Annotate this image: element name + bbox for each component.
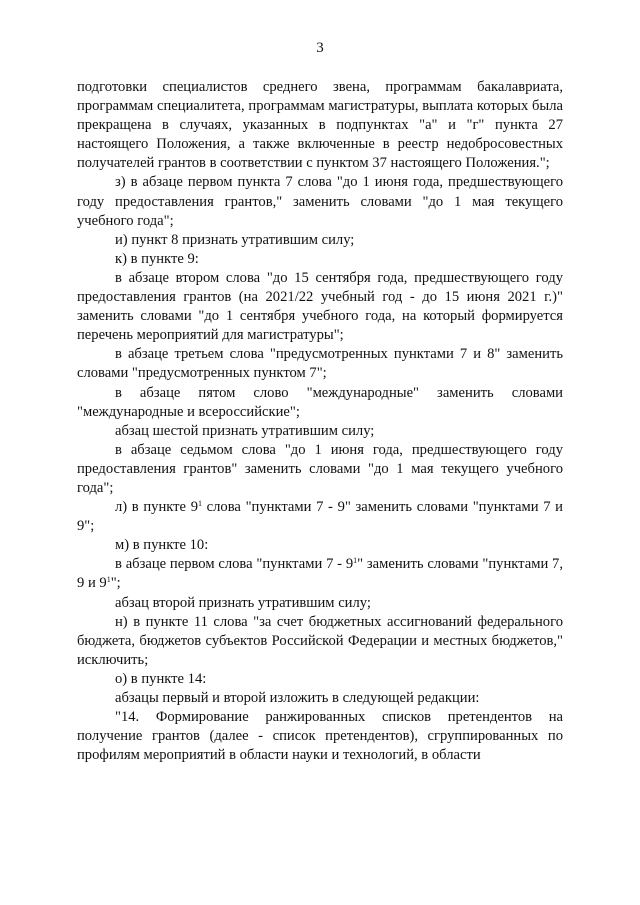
- paragraph: в абзаце первом слова "пунктами $7 - 9^1$" заменить словами "пунктами 7, 9 и $9^1$";: [77, 556, 564, 592]
- document-body: [77, 78, 563, 765]
- paragraph: н) в пункте 11 слова "за счет бюджетных ассигнований федерального бюджета, бюджетов субъектов Российской Федерации и местных бюджетов," исключить;: [77, 613, 563, 668]
- paragraph: в абзаце пятом слово "международные" заменить словами "международные и всероссийские";: [77, 384, 563, 420]
- paragraph: к) в пункте 9:: [115, 250, 199, 267]
- paragraph: абзац шестой признать утратившим силу;: [115, 422, 375, 439]
- paragraph: в абзаце седьмом слова "до 1 июня года, предшествующего году предоставления грантов" заменить словами "до 1 мая текущего учебного года";: [77, 441, 563, 496]
- paragraph: о) в пункте 14:: [115, 670, 207, 687]
- paragraph: з) в абзаце первом пункта 7 слова "до 1 июня года, предшествующего году предоставления грантов," заменить словами "до 1 мая текущего учебного года";: [77, 174, 563, 229]
- paragraph: абзац второй признать утратившим силу;: [115, 594, 371, 611]
- page-number: 3: [316, 40, 324, 56]
- paragraph: "14. Формирование ранжированных списков претендентов на получение грантов (далее - список претендентов), сгруппированных по профилям мероприятий в области науки и технологий, в области: [77, 709, 563, 764]
- paragraph: в абзаце втором слова "до 15 сентября года, предшествующего году предоставления грантов (на 2021/22 учебный год - до 15 июня 2021 г.)" заменить словами "до 1 сентября учебного года, на который формируется перечень мероприятий для магистратуры";: [77, 269, 563, 344]
- paragraph: в абзаце третьем слова "предусмотренных пунктами 7 и 8" заменить словами "предусмотренных пунктом 7";: [77, 346, 563, 382]
- paragraph: м) в пункте 10:: [115, 537, 209, 554]
- paragraph: абзацы первый и второй изложить в следующей редакции:: [115, 690, 480, 706]
- paragraph: подготовки специалистов среднего звена, программам бакалавриата, программам специалитета, программам магистратуры, выплата которых была прекращена в случаях, указанных в подпунктах "а" и "г" пункта 27 настоящего Положения, а также включенные в реестр недобросовестных получателей грантов в соответствии с пунктом 37 настоящего Положения.";: [77, 79, 563, 172]
- paragraph: и) пункт 8 признать утратившим силу;: [115, 231, 355, 248]
- paragraph: л) в пункте $9^1$ слова "пунктами 7 - 9" заменить словами "пунктами 7 и 9";: [77, 499, 563, 535]
